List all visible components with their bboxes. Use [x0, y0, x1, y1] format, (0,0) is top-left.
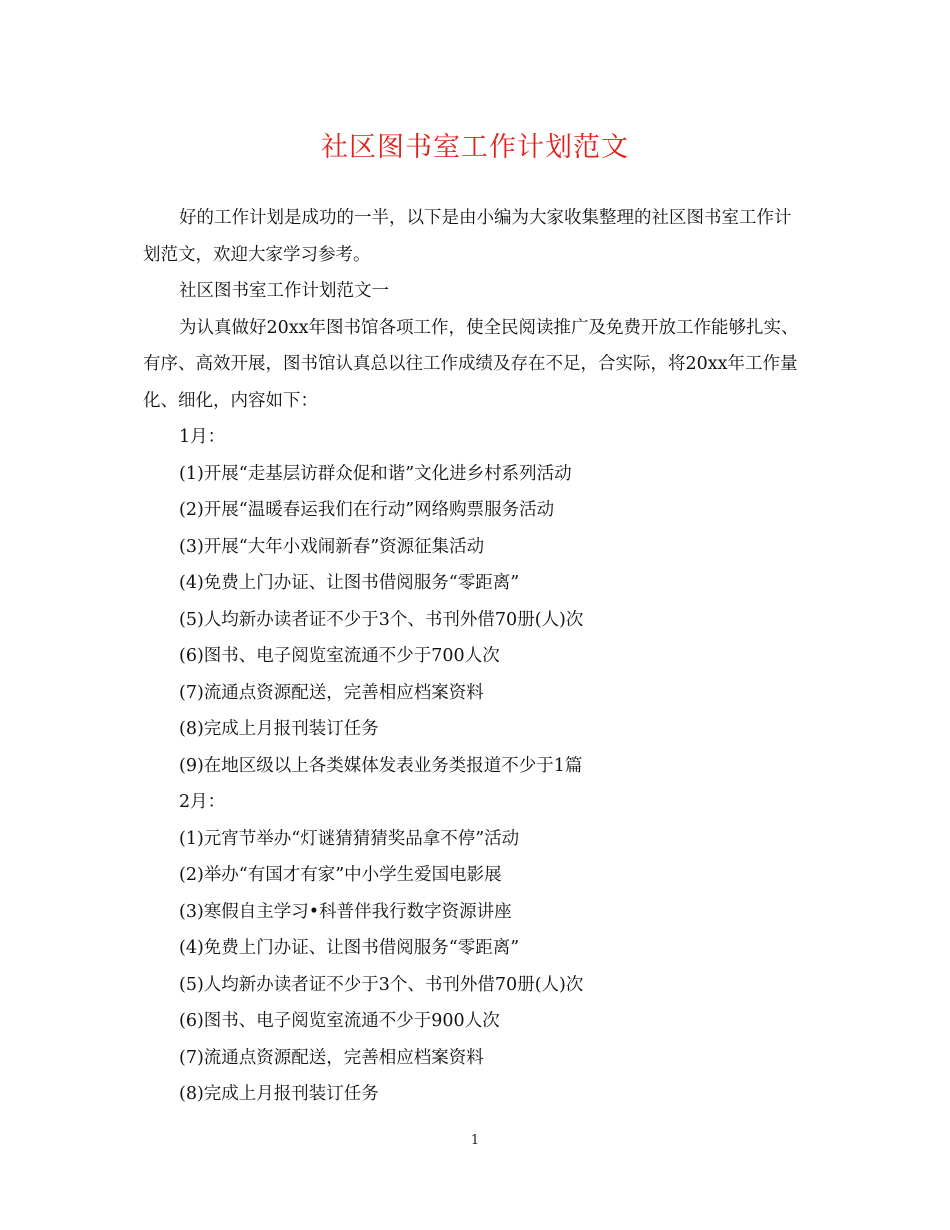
month-label-2: 2月：	[179, 792, 226, 812]
list-item: (1)开展“走基层访群众促和谐”文化进乡村系列活动	[179, 463, 572, 484]
list-item: (8)完成上月报刊装订任务	[179, 1084, 379, 1104]
month-label-1: 1月：	[179, 427, 226, 447]
list-item: (5)人均新办读者证不少于3个、书刊外借70册(人)次	[179, 609, 584, 630]
list-item: (2)举办“有国才有家”中小学生爱国电影展	[179, 865, 502, 885]
list-item: (1)元宵节举办“灯谜猜猜猜奖品拿不停”活动	[179, 828, 520, 849]
list-item: (6)图书、电子阅览室流通不少于700人次	[179, 646, 500, 666]
list-item: (9)在地区级以上各类媒体发表业务类报道不少于1篇	[179, 755, 583, 776]
list-item: (7)流通点资源配送，完善相应档案资料	[179, 1047, 484, 1068]
list-item: (3)开展“大年小戏闹新春”资源征集活动	[179, 536, 485, 557]
list-item: (7)流通点资源配送，完善相应档案资料	[179, 682, 484, 703]
document-title: 社区图书室工作计划范文	[321, 132, 629, 163]
list-item: (4)免费上门办证、让图书借阅服务“零距离”	[179, 573, 520, 593]
list-item: (8)完成上月报刊装订任务	[179, 719, 379, 739]
page-number: 1	[470, 1133, 480, 1148]
section-heading: 社区图书室工作计划范文一	[179, 281, 389, 301]
list-item: (2)开展“温暖春运我们在行动”网络购票服务活动	[179, 500, 555, 520]
list-item: (5)人均新办读者证不少于3个、书刊外借70册(人)次	[179, 974, 584, 995]
list-item: (3)寒假自主学习•科普伴我行数字资源讲座	[179, 901, 512, 922]
document-body	[143, 200, 803, 1113]
intro-paragraph: 好的工作计划是成功的一半，以下是由小编为大家收集整理的社区图书室工作计划范文，欢迎大家学习参考。	[143, 208, 792, 265]
list-item: (6)图书、电子阅览室流通不少于900人次	[179, 1011, 500, 1031]
section-intro-paragraph: 为认真做好20xx年图书馆各项工作，使全民阅读推广及免费开放工作能够扎实、有序、高效开展，图书馆认真总以往工作成绩及存在不足，合实际，将20xx年工作量化、细化，内容如下：	[143, 317, 799, 411]
list-item: (4)免费上门办证、让图书借阅服务“零距离”	[179, 938, 520, 958]
